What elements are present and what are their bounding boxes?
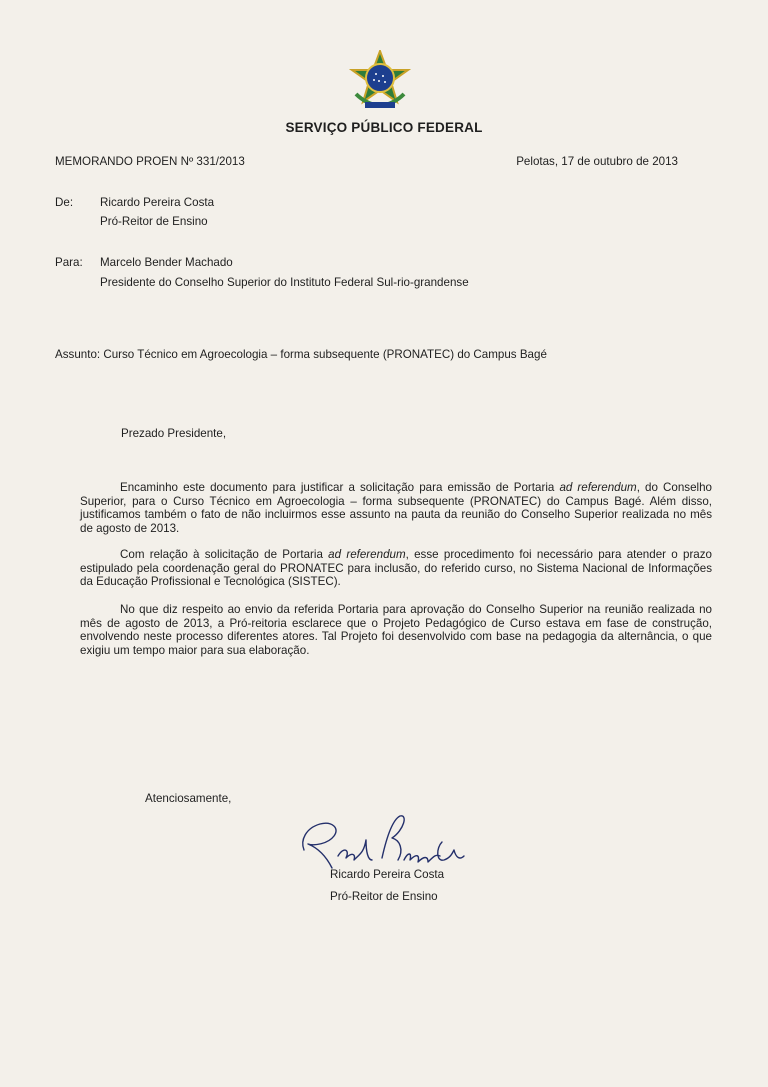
memo-date: Pelotas, 17 de outubro de 2013 (516, 155, 678, 168)
brazil-coat-of-arms-icon (346, 50, 414, 112)
subject-line: Assunto: Curso Técnico em Agroecologia – forma subsequente (PRONATEC) do Campus Bagé (55, 348, 547, 361)
closing: Atenciosamente, (145, 792, 232, 805)
from-label: De: (55, 196, 74, 209)
page-title: SERVIÇO PÚBLICO FEDERAL (285, 120, 483, 135)
to-name: Marcelo Bender Machado (100, 256, 233, 269)
body-paragraph-1: Encaminho este documento para justificar a solicitação para emissão de Portaria ad referendum, do Conselho Superior, para o Curso Técnico em Agroecologia – forma subsequente (PRONATEC) do Campus Bagé. Além disso, justificamos também o fato de não incluirmos esse assunto na pauta da reunião do Conselho Superior realizada no mês de agosto de 2013. (80, 481, 712, 535)
to-label: Para: (55, 256, 83, 269)
handwritten-signature (296, 810, 466, 876)
to-title: Presidente do Conselho Superior do Instituto Federal Sul-rio-grandense (100, 276, 469, 289)
from-title: Pró-Reitor de Ensino (100, 215, 208, 228)
salutation: Prezado Presidente, (121, 427, 227, 440)
memo-number: MEMORANDO PROEN Nº 331/2013 (55, 155, 245, 168)
body-paragraph-3: No que diz respeito ao envio da referida Portaria para aprovação do Conselho Superior na reunião realizada no mês de agosto de 2013, a Pró-reitoria esclarece que o Projeto Pedagógico de Curso estava em fase de construção, envolvendo neste processo diferentes atores. Tal Projeto foi desenvolvido com base na pedagogia da alternância, o que exigiu um tempo maior para sua elaboração. (80, 603, 712, 657)
signer-name: Ricardo Pereira Costa (330, 868, 445, 881)
body-paragraph-2: Com relação à solicitação de Portaria ad referendum, esse procedimento foi necessário para atender o prazo estipulado pela coordenação geral do PRONATEC para inclusão, do referido curso, no Sistema Nacional de Informações da Educação Profissional e Tecnológica (SISTEC). (80, 548, 712, 588)
signer-role: Pró-Reitor de Ensino (330, 890, 438, 903)
from-name: Ricardo Pereira Costa (100, 196, 215, 209)
